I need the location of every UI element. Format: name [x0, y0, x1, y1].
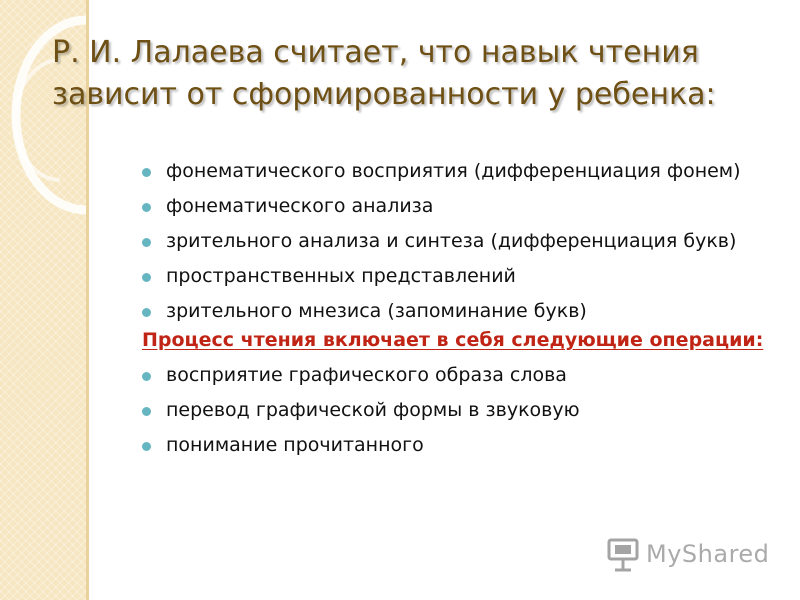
list-item	[142, 230, 772, 253]
list-item	[142, 399, 772, 422]
bullet-dot-icon	[142, 372, 151, 381]
list-item	[142, 364, 772, 387]
list-item	[142, 195, 772, 218]
bullet-dot-icon	[142, 203, 151, 212]
list-item-text: фонематического анализа	[166, 195, 434, 217]
list-item-text: перевод графической формы в звуковую	[166, 399, 580, 421]
bullet-list-reading-operations	[142, 364, 772, 457]
watermark-logo	[606, 536, 769, 572]
list-item-text: зрительного мнезиса (запоминание букв)	[166, 300, 587, 322]
list-item	[142, 434, 772, 457]
bullet-dot-icon	[142, 407, 151, 416]
presentation-board-icon	[606, 536, 640, 572]
bullet-dot-icon	[142, 442, 151, 451]
list-item	[142, 265, 772, 288]
list-item	[142, 300, 772, 323]
list-item-text: фонематического восприятия (дифференциация фонем)	[166, 160, 741, 182]
slide-content	[142, 160, 772, 463]
list-item-text: пространственных представлений	[166, 265, 516, 287]
list-item-text: понимание прочитанного	[166, 434, 424, 456]
watermark-text: MyShared	[646, 540, 770, 568]
bullet-dot-icon	[142, 273, 151, 282]
bullet-dot-icon	[142, 308, 151, 317]
bullet-list-reading-skills	[142, 160, 772, 323]
list-item-text: зрительного анализа и синтеза (дифференциация букв)	[166, 230, 737, 252]
process-heading: Процесс чтения включает в себя следующие операции:	[142, 329, 764, 351]
slide-title: Р. И. Лалаева считает, что навык чтения зависит от сформированности у ребенка:	[52, 35, 716, 112]
list-item	[142, 160, 772, 183]
bullet-dot-icon	[142, 238, 151, 247]
list-item-text: восприятие графического образа слова	[166, 364, 567, 386]
bullet-dot-icon	[142, 168, 151, 177]
